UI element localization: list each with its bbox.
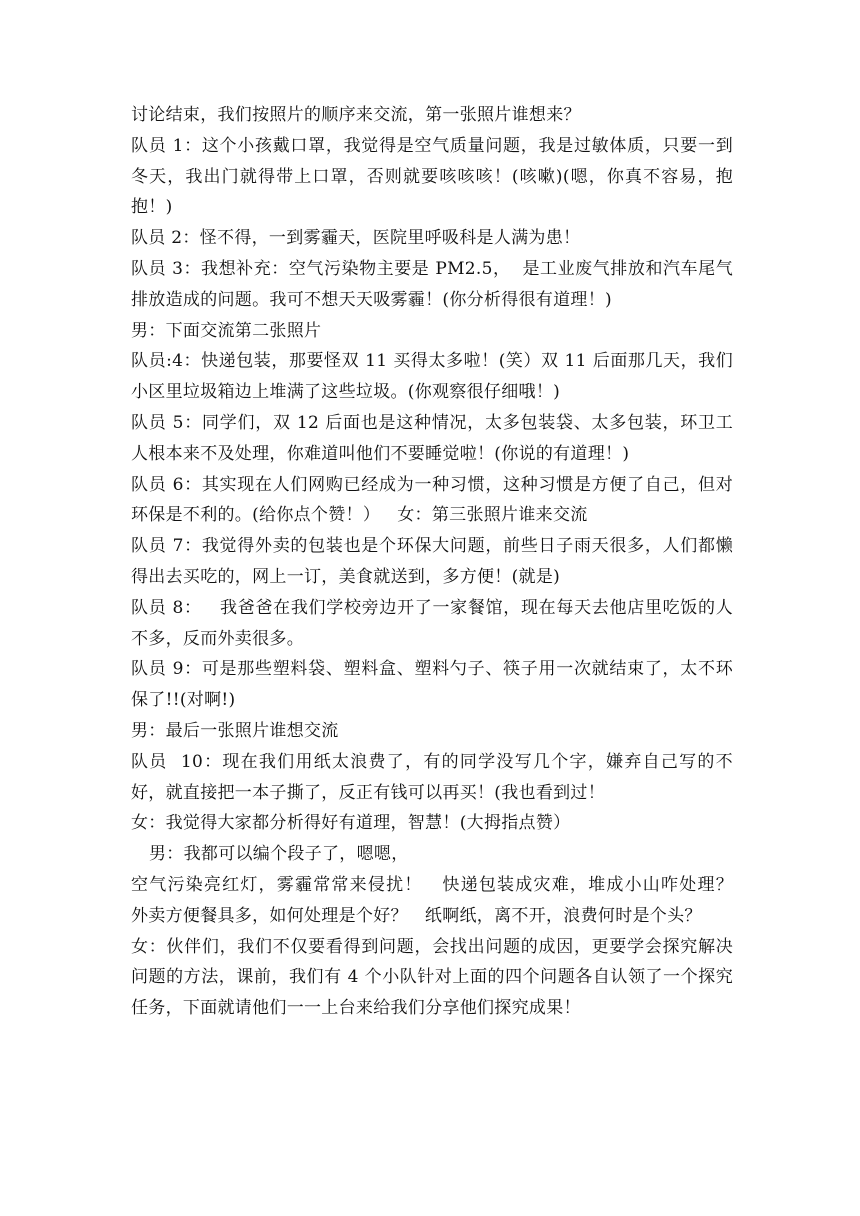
paragraph-1: 讨论结束，我们按照片的顺序来交流，第一张照片谁想来？ — [131, 105, 581, 125]
paragraph-5: 男：下面交流第二张照片 — [131, 320, 322, 341]
paragraph-9: 队员 7：我觉得外卖的包装也是个环保大问题，前些日子雨天很多，人们都懒得出去买吃的，网上一订，美食就送到，多方便！(就是) — [131, 536, 733, 587]
paragraph-12: 男：最后一张照片谁想交流 — [131, 720, 339, 741]
paragraph-17: 女：伙伴们，我们不仅要看得到问题，会找出问题的成因，更要学会探究解决问题的方法，课前，我们有 4 个小队针对上面的四个问题各自认领了一个探究任务，下面就请他们一一上台来给我们分享他们探究成果！ — [131, 936, 733, 1019]
paragraph-15: 男：我都可以编个段子了，嗯嗯， — [149, 844, 409, 865]
paragraph-16: 空气污染亮红灯，雾霾常常来侵扰！ 快递包装成灾难，堆成小山咋处理？ 外卖方便餐具多，如何处理是个好？ 纸啊纸，离不开，浪费何时是个头？ — [131, 874, 751, 926]
paragraph-11: 队员 9：可是那些塑料袋、塑料盒、塑料勺子、筷子用一次就结束了，太不环保了!!(对啊!) — [131, 659, 733, 711]
paragraph-7: 队员 5：同学们，双 12 后面也是这种情况，太多包装袋、太多包装，环卫工人根本来不及处理，你难道叫他们不要睡觉啦！(你说的有道理！) — [131, 412, 733, 464]
paragraph-14: 女：我觉得大家都分析得好有道理，智慧！(大拇指点赞） — [131, 813, 571, 834]
paragraph-6: 队员:4：快递包装，那要怪双 11 买得太多啦！(笑）双 11 后面那几天，我们小区里垃圾箱边上堆满了这些垃圾。(你观察很仔细哦！) — [131, 351, 733, 403]
paragraph-4: 队员 3：我想补充：空气污染物主要是 PM2.5， 是工业废气排放和汽车尾气排放造成的问题。我可不想天天吸雾霾！(你分析得很有道理！) — [131, 258, 733, 310]
paragraph-10: 队员 8： 我爸爸在我们学校旁边开了一家餐馆，现在每天去他店里吃饭的人不多，反而外卖很多。 — [131, 597, 733, 649]
paragraph-2: 队员 1：这个小孩戴口罩，我觉得是空气质量问题，我是过敏体质，只要一到冬天，我出门就得带上口罩，否则就要咳咳咳！(咳嗽)(嗯，你真不容易，抱抱！) — [131, 135, 733, 218]
paragraph-13: 队员 10：现在我们用纸太浪费了，有的同学没写几个字，嫌弃自己写的不好，就直接把一本子撕了，反正有钱可以再买！(我也看到过！ — [131, 751, 733, 803]
paragraph-3: 队员 2：怪不得，一到雾霾天，医院里呼吸科是人满为患！ — [131, 228, 581, 249]
document-body — [131, 100, 751, 1024]
paragraph-8: 队员 6：其实现在人们网购已经成为一种习惯，这种习惯是方便了自己，但对环保是不利的。(给你点个赞！） 女：第三张照片谁来交流 — [131, 474, 733, 526]
